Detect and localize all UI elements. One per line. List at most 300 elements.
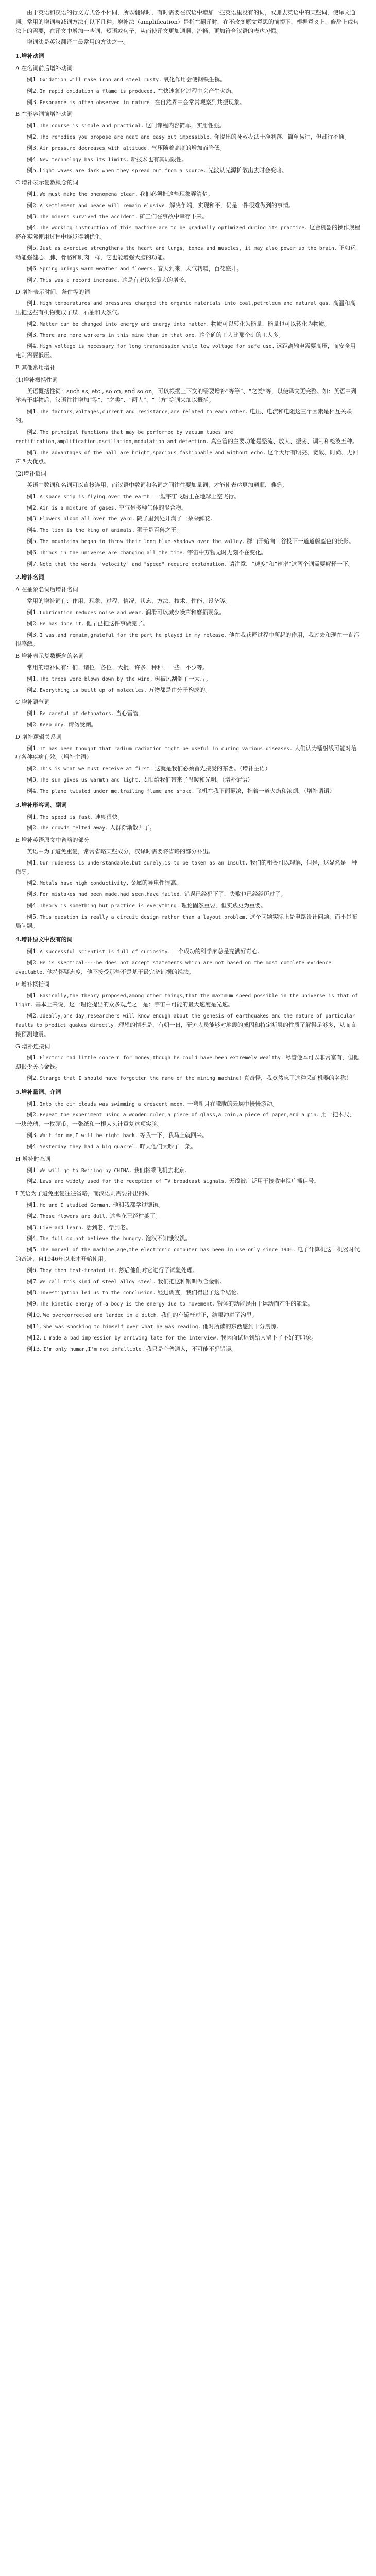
subsection-heading: E 增补英语原文中省略的部分 — [15, 837, 90, 844]
english-source: The kinetic energy of a body is the energy due to movement. — [40, 1301, 215, 1308]
example-sentence — [15, 75, 361, 84]
example-number: 例10. — [27, 1312, 42, 1319]
chinese-translation: 这是有史以来最大的增长。 — [122, 276, 190, 283]
chinese-translation: 一个成功的科学家总是充满好奇心。 — [172, 948, 263, 955]
english-source: This is what we must receive at first. — [40, 766, 153, 772]
english-source: Oxidation will make iron and steel rusty. — [40, 77, 162, 83]
example-number: 例4. — [27, 156, 38, 163]
chinese-translation: 我因面试迟到给人留下了不好的印象。 — [220, 1334, 317, 1341]
english-source: Light waves are dark when they spread out from a source. — [40, 168, 207, 174]
english-source: Ideally,one day,researchers will know enough about the genesis of earthquakes and the nature of particular faults to predict quakes directly. — [15, 1013, 355, 1028]
english-source: The lion is the king of animals. — [40, 528, 135, 534]
example-number: 例3. — [27, 1224, 38, 1231]
example-number: 例1. — [27, 1166, 38, 1174]
subsection-heading: A 在名词前后增补动词 — [15, 65, 73, 72]
english-source: Live and learn. — [40, 1225, 84, 1231]
english-source: Into the dim clouds was swimming a crescent moon. — [40, 1101, 186, 1107]
example-number: 例2. — [27, 201, 38, 209]
example-number: 例1. — [27, 1201, 38, 1208]
example-number: 例2. — [27, 504, 38, 511]
english-source: The plane twisted under me,trailing flame and smoke. — [40, 788, 195, 794]
example-number: 例8. — [27, 1289, 38, 1296]
english-source: Laws are widely used for the reception of TV broadcast signals. — [40, 1179, 227, 1185]
chinese-translation: 请注意，“速度”和“速率”这两个词需要解释一下。 — [229, 560, 354, 567]
example-number: 例2. — [27, 1111, 38, 1118]
english-source: I was,and remain,grateful for the part he played in my release. — [40, 632, 227, 638]
english-source: High voltage is necessary for long transmission while low voltage for safe use. — [40, 344, 275, 350]
example-number: 例4. — [27, 1235, 38, 1242]
english-source: Basically,the theory proposed,among other things,that the maximum speed possible in the universe is that of light. — [15, 993, 358, 1008]
chinese-translation: 用一把木尺、一块玻璃、一枚硬币、一张纸和一根大头针重复这项实验。 — [15, 1111, 355, 1128]
chinese-translation: 万物都是由分子构成的。 — [148, 686, 211, 693]
english-source: Electric had little concern for money,though he could have been extremely wealthy. — [40, 1055, 284, 1061]
example-number: 例4. — [27, 224, 38, 231]
chinese-translation: 人们认为镭射线可能对治疗各种疾病有效。（增补主语） — [15, 744, 357, 761]
example-number: 例1. — [27, 408, 38, 415]
example-sentence — [15, 1074, 361, 1083]
english-source: A space ship is flying over the earth. — [40, 494, 153, 500]
example-sentence — [15, 1131, 361, 1140]
example-number: 例3. — [27, 144, 38, 151]
english-source: We call this kind of steel alloy steel. — [40, 1279, 156, 1285]
example-sentence — [15, 319, 361, 329]
section — [15, 935, 361, 1082]
chinese-translation: 一艘宇宙飞船正在地球上空飞行。 — [155, 493, 240, 500]
example-number: 例2. — [27, 1178, 38, 1185]
example-number: 例2. — [27, 133, 38, 140]
chinese-translation: 树被风刮倒了一大片。 — [155, 675, 211, 682]
example-number: 例3. — [27, 449, 38, 456]
chinese-translation: 他早已把这件事做完了。 — [86, 620, 149, 627]
example-number: 例6. — [27, 265, 38, 272]
example-sentence — [15, 212, 361, 222]
example-sentence — [15, 1288, 361, 1297]
example-number: 例3. — [27, 631, 38, 638]
english-source: The course is simple and practical. — [40, 123, 144, 129]
english-source: Repeat the experiment using a wooden ruler,a piece of glass,a coin,a piece of paper,and a pin. — [40, 1112, 319, 1118]
example-sentence — [15, 166, 361, 175]
example-number: 例2. — [27, 765, 38, 772]
english-source: The speed is fast. — [40, 814, 93, 820]
example-sentence — [15, 674, 361, 684]
chinese-translation: 错误已经犯下了，失败也已经经历过了。 — [184, 891, 286, 898]
chinese-translation: 我们的粗鲁可以理解，但是，这显然是一种侮辱。 — [15, 859, 357, 875]
english-source: They then test-treated it. — [40, 1267, 117, 1274]
english-source: Lubrication reduces noise and wear. — [40, 609, 144, 616]
example-sentence — [15, 991, 361, 1010]
example-sentence — [15, 342, 361, 360]
example-number: 例5. — [27, 538, 38, 545]
example-sentence — [15, 201, 361, 210]
example-sentence — [15, 548, 361, 557]
section-heading: 5.增补量词、介词 — [15, 1088, 61, 1095]
chinese-translation: 解决争端，实现和平，仍是一件很难做到的事情。 — [169, 201, 294, 209]
example-sentence — [15, 787, 361, 796]
example-sentence — [15, 144, 361, 153]
example-sentence — [15, 775, 361, 785]
example-number: 例3. — [27, 515, 38, 522]
example-number: 例4. — [27, 787, 38, 794]
example-number: 例4. — [27, 1143, 38, 1150]
example-sentence — [15, 514, 361, 523]
example-sentence — [15, 1011, 361, 1039]
english-source: Everything is built up of molecules. — [40, 687, 147, 693]
english-source: The mountains began to throw their long blue shadows over the valley. — [40, 539, 245, 545]
example-number: 例2. — [27, 428, 38, 435]
english-source: This was a record increase. — [40, 277, 120, 283]
english-source: The principal functions that may be performed by vacuum tubes are rectification,amplification,oscillation,modulation and detection. — [15, 429, 233, 445]
example-number: 例3. — [27, 776, 38, 784]
example-sentence — [15, 537, 361, 546]
chinese-translation: 饱汉不知饿汉饥。 — [145, 1235, 191, 1242]
example-sentence — [15, 1177, 361, 1186]
example-sentence — [15, 1110, 361, 1129]
english-source: Be careful of detonators. — [40, 711, 114, 717]
example-number: 例5. — [27, 245, 38, 252]
example-sentence — [15, 1223, 361, 1232]
english-source: The crowds melted away. — [40, 825, 108, 832]
example-sentence — [15, 503, 361, 513]
chinese-translation: 这个大厅有明亮、宽敞、时尚、无回声四大优点。 — [15, 449, 358, 465]
example-number: 例1. — [27, 1100, 38, 1107]
example-number: 例4. — [27, 343, 38, 350]
english-source: We will go to Beijing by CHINA. — [40, 1167, 132, 1174]
example-number: 例5. — [27, 167, 38, 174]
example-sentence — [15, 686, 361, 695]
example-sentence — [15, 720, 361, 730]
example-sentence — [15, 448, 361, 467]
section — [15, 801, 361, 931]
example-sentence — [15, 764, 361, 773]
subsection-heading: B 在形容词前增补动词 — [15, 111, 73, 118]
example-number: 例12. — [27, 1334, 42, 1341]
chinese-translation: 这个问题实际上是电路设计问题，而不是布局问题。 — [15, 913, 357, 929]
subsection-heading: B 增补表示复数概念的名词 — [15, 653, 84, 660]
example-sentence — [15, 132, 361, 142]
chinese-translation: 氧化作用会使钢铁生锈。 — [163, 76, 226, 83]
example-number: 例2. — [27, 824, 38, 832]
example-sentence — [15, 1266, 361, 1275]
chinese-translation: 活到老，学到老。 — [86, 1224, 132, 1231]
example-number: 例3. — [27, 891, 38, 898]
example-sentence — [15, 560, 361, 569]
english-source: Theory is something but practice is everything. — [40, 903, 180, 909]
section — [15, 1088, 361, 1354]
example-number: 例2. — [27, 87, 38, 94]
subsection-heading: (2)增补量词 — [15, 470, 46, 478]
example-sentence — [15, 190, 361, 199]
chinese-translation: 润滑可以减少噪声和磨损现象。 — [145, 608, 225, 616]
intro-section — [15, 8, 361, 47]
chinese-translation: 群山开始向山谷投下一道道蔚蓝色的长影。 — [247, 538, 355, 545]
english-source: The advantages of the hall are bright,spacious,fashionable and without echo. — [40, 450, 266, 456]
example-number: 例1. — [27, 992, 38, 999]
example-number: 例3. — [27, 213, 38, 220]
chinese-translation: 我们的车矫枉过正，结果冲进了沟里。 — [161, 1312, 258, 1319]
chinese-translation: 我们把这种钢叫做合金钢。 — [157, 1278, 226, 1285]
sections-container — [15, 52, 361, 1353]
subsection-heading: D 增补逻辑关系词 — [15, 733, 62, 740]
chinese-translation: 这门课程内容简单，实用性强。 — [145, 122, 225, 129]
example-number: 例6. — [27, 549, 38, 556]
example-sentence — [15, 1234, 361, 1243]
example-sentence — [15, 1142, 361, 1151]
example-number: 例3. — [27, 331, 38, 338]
chinese-translation: 尽管他本可以非常富有，但他却很少关心金钱。 — [15, 1054, 360, 1071]
subsection-heading: G 增补连接词 — [15, 1043, 50, 1050]
english-source: It has been thought that radium radiation might be useful in curing various diseases. — [40, 745, 293, 752]
english-source: I'm only human,I'm not infallible. — [43, 1346, 145, 1352]
chinese-translation: 宇宙中万物无时无刻不在变化。 — [187, 549, 267, 556]
example-sentence — [15, 1099, 361, 1109]
subsection-heading: C 增补表示复数概念的词 — [15, 179, 78, 187]
chinese-translation: 电子计算机这一机器时代的奇迹，自1946年以来才开始使用。 — [15, 1246, 360, 1262]
english-source: The full do not believe the hungry. — [40, 1236, 144, 1242]
chinese-translation: 物体的动能是由于运动而产生的能量。 — [217, 1300, 314, 1308]
section-heading: 2.增补名词 — [15, 574, 44, 581]
english-source: Just as exercise strengthens the heart and lungs, bones and muscles, it may also power up the brain. — [40, 246, 337, 252]
example-number: 例2. — [27, 959, 38, 967]
section — [15, 573, 361, 795]
chinese-translation: 这就是我们必须首先接受的东西。（增补主语） — [155, 765, 271, 772]
example-number: 例2. — [27, 1012, 38, 1020]
english-source: He has done it. — [40, 621, 84, 627]
chinese-translation: 春天到来，天气转暖，百花盛开。 — [157, 265, 243, 272]
example-number: 例2. — [27, 1075, 38, 1081]
english-source: High temperatures and pressures changed the organic materials into coal,petroleum and natural gas. — [40, 301, 332, 307]
english-source: She was shocking to himself over what he was reading. — [43, 1324, 201, 1330]
chinese-translation: 当心雷管！ — [115, 710, 144, 717]
intro-paragraph: 由于英语和汉语的行文方式各不相同，所以翻译时，有时需要在汉语中增加一些英语里没有的词，或删去英语中的某些词，使译文通顺。常用的增词与减词方法有以下几种。增补法（amplification）是指在翻译时，在不改变原文意思的前提下，根据意义上、修辞上或句法上的需要，在译文中增加一些词、短语或句子，从而使译文更加通顺、流畅，更加符合汉语的表达习惯。 — [15, 9, 359, 35]
chinese-translation: 我只是个普通人，不可能不犯错误。 — [146, 1345, 237, 1352]
chinese-translation: 远距离输电需要高压，而安全用电则需要低压。 — [15, 343, 356, 359]
example-sentence — [15, 890, 361, 899]
example-number: 例1. — [27, 493, 38, 500]
chinese-translation: 他对所读的东西感到十分震惊。 — [202, 1323, 282, 1330]
english-source: He is skeptical----he does not accept statements which are not based on the most complete evidence available. — [15, 960, 332, 975]
english-source: This question is really a circuit design rather than a layout problem. — [40, 914, 248, 920]
body-paragraph: 常用的增补词有：们、诸位、各位、大批、许多、种种、一些、不少等。 — [27, 664, 208, 671]
example-number: 例6. — [27, 1266, 38, 1274]
body-paragraph: 常用的增补词有：作用、现象、过程、情况、状态、方法、技术、性能、设备等。 — [27, 598, 231, 605]
example-number: 例7. — [27, 1278, 38, 1285]
example-sentence — [15, 878, 361, 888]
example-number: 例1. — [27, 300, 38, 307]
example-sentence — [15, 1333, 361, 1343]
chinese-translation: 在快速氧化过程中会产生火焰。 — [157, 87, 237, 94]
chinese-translation: 速度很快。 — [95, 813, 124, 820]
example-sentence — [15, 121, 361, 130]
english-source: He and I studied German. — [40, 1202, 111, 1208]
example-number: 例2. — [27, 320, 38, 327]
chinese-translation: 高温和高压把这些有机物变成了煤、石油和天然气。 — [15, 300, 356, 316]
english-source: Keep dry. — [40, 722, 66, 728]
example-sentence — [15, 608, 361, 617]
chinese-translation: 这台机器的操作规程将在实际使用过程中逐步得到优化。 — [15, 224, 361, 241]
example-sentence — [15, 1277, 361, 1286]
subsection-heading: H 增补时态词 — [15, 1155, 51, 1162]
example-number: 例5. — [27, 1246, 38, 1253]
section-heading: 1.增补动词 — [15, 53, 44, 60]
english-source: We overcorrected and landed in a ditch. — [43, 1313, 160, 1319]
example-sentence — [15, 1212, 361, 1221]
subsection-heading: E 其他常用增补 — [15, 364, 56, 371]
chinese-translation: 这个矿的工人比那个矿的工人多。 — [199, 331, 284, 338]
example-sentence — [15, 276, 361, 285]
example-sentence — [15, 155, 361, 164]
section-heading: 4.增补原文中没有的词 — [15, 936, 73, 943]
example-number: 例7. — [27, 560, 38, 567]
example-number: 例9. — [27, 1300, 38, 1308]
english-source: Investigation led us to the conclusion. — [40, 1290, 156, 1296]
chinese-translation: 物质可以转化为能量，能量也可以转化为物质。 — [211, 320, 330, 327]
english-source: Yesterday they had a big quarrel. — [40, 1144, 138, 1150]
chinese-translation: 我们将乘飞机去北京。 — [133, 1166, 191, 1174]
chinese-translation: 在自然界中会常常观察到共振现象。 — [155, 98, 245, 106]
english-source: We must make the phenomena clear. — [40, 192, 138, 197]
body-paragraph: 英语概括性词：such as, etc., so on, and so on，可以根据上下文的需要增补“等等”、“之类”等，以使译文更完整。如：英语中列举若干事物后，汉语往往增加“等”、“之类”、“两人”、“三方”等词来加以概括。 — [15, 387, 356, 404]
chinese-translation: 矿工们在事故中幸存下来。 — [140, 213, 208, 220]
example-number: 例1. — [27, 1054, 38, 1061]
chinese-translation: 理想的情况是，有朝一日，研究人员能够对地震的成因和特定断层的性质了解得足够多，从而直接预测地震。 — [15, 1021, 356, 1038]
example-number: 例5. — [27, 913, 38, 920]
example-number: 例1. — [27, 608, 38, 616]
chinese-translation: 新技术也有其局限性。 — [130, 156, 187, 163]
chinese-translation: 这些花已经枯萎了。 — [110, 1212, 161, 1219]
english-source: Air is a mixture of gases. — [40, 505, 117, 511]
example-sentence — [15, 492, 361, 501]
chinese-translation: 你提出的补救办法干净利落，简单易行，但却行不通。 — [214, 133, 350, 140]
example-sentence — [15, 299, 361, 317]
body-paragraph: 英语中数词和名词可以直接连用，而汉语中数词和名词之间往往要加量词，才能使表达更加通顺、准确。 — [27, 481, 287, 488]
example-number: 例1. — [27, 744, 38, 752]
example-number: 例11. — [27, 1323, 42, 1330]
english-source: Our rudeness is understandable,but surely,is to be taken as an insult. — [40, 860, 248, 866]
example-sentence — [15, 1166, 361, 1175]
example-sentence — [15, 858, 361, 877]
example-sentence — [15, 823, 361, 833]
example-number: 例1. — [27, 122, 38, 129]
english-source: The factors,voltages,current and resistance,are related to each other. — [40, 409, 248, 415]
example-number: 例1. — [27, 710, 38, 717]
english-source: Matter can be changed into energy and energy into matter. — [40, 321, 210, 327]
example-sentence — [15, 1311, 361, 1320]
chinese-translation: 气压随着高度的增加而降低。 — [151, 144, 226, 151]
subsection-heading: A 在抽象名词后增补名词 — [15, 586, 78, 594]
subsection-heading: D 增补表示时间、条件等的词 — [15, 289, 90, 296]
english-source: Flowers bloom all over the yard. — [40, 516, 135, 522]
chinese-translation: 请勿受潮。 — [68, 721, 97, 728]
example-sentence — [15, 709, 361, 718]
intro-paragraph: 增词法是英汉翻译中最常用的方法之一。 — [27, 39, 129, 46]
example-number: 例1. — [27, 191, 38, 197]
english-source: New technology has its limits. — [40, 157, 129, 163]
english-source: These flowers are dull. — [40, 1213, 108, 1219]
section-heading: 3.增补形容词、副词 — [15, 801, 67, 808]
example-sentence — [15, 87, 361, 96]
body-paragraph: 英语中为了避免重复，常常省略某些成分，汉译时需要将省略的部分补出。 — [27, 848, 214, 855]
chinese-translation: 院子里到处开满了一朵朵鲜花。 — [136, 515, 216, 522]
english-source: The sun gives us warmth and light. — [40, 777, 141, 784]
english-source: Strange that I should have forgotten the name of the mining machine! — [40, 1076, 242, 1081]
english-source: For mistakes had been made,had seen,have failed. — [40, 892, 183, 898]
english-source: Things in the universe are changing all the time. — [40, 550, 186, 556]
example-number: 例2. — [27, 721, 38, 728]
example-sentence — [15, 1322, 361, 1331]
example-sentence — [15, 1245, 361, 1264]
chinese-translation: 他持怀疑态度，他不接受那些不是基于最完备证据的说法。 — [47, 968, 195, 975]
chinese-translation: 狮子是百兽之王。 — [136, 527, 182, 534]
chinese-translation: 太阳给我们带来了温暖和光明。（增补谓语） — [142, 776, 253, 784]
example-sentence — [15, 1200, 361, 1210]
english-source: In rapid oxidation a flame is produced. — [40, 88, 156, 94]
example-number: 例1. — [27, 76, 38, 83]
chinese-translation: 正如运动能强健心、肺、骨骼和肌肉一样，它也能增强大脑的功能。 — [15, 245, 356, 261]
section — [15, 52, 361, 568]
example-number: 例13. — [27, 1345, 42, 1352]
chinese-translation: 空气是多种气体的混合物。 — [118, 504, 187, 511]
chinese-translation: 理论固然重要，但实践更为重要。 — [181, 902, 266, 909]
english-source: The miners survived the accident. — [40, 214, 138, 220]
chinese-translation: 光波从光源扩散出去时会变暗。 — [208, 167, 287, 174]
example-sentence — [15, 812, 361, 822]
english-source: A successful scientist is full of curiosity. — [40, 949, 171, 955]
example-sentence — [15, 901, 361, 910]
chinese-translation: 他在我获释过程中所起的作用，我过去和现在一直都很感激。 — [15, 631, 360, 648]
chinese-translation: 真空管的主要功能是整流、放大、振荡、调制和检波五种。 — [210, 437, 358, 445]
example-number: 例2. — [27, 620, 38, 627]
english-source: Air pressure decreases with altitude. — [40, 145, 150, 151]
english-source: A settlement and peace will remain elusive. — [40, 202, 168, 209]
example-sentence — [15, 912, 361, 931]
example-number: 例3. — [27, 1132, 38, 1139]
chinese-translation: 人群渐渐散开了。 — [110, 824, 156, 832]
chinese-translation: 等我一下，我马上就回来。 — [140, 1132, 208, 1139]
chinese-translation: 电压、电流和电阻这三个因素是相互关联的。 — [15, 408, 352, 425]
example-sentence — [15, 744, 361, 762]
example-number: 例1. — [27, 859, 38, 866]
english-source: Wait for me,I will be right back. — [40, 1133, 138, 1139]
example-sentence — [15, 526, 361, 535]
chinese-translation: 基本上来说，这一理论提出的众多观点之一是：宇宙中可能的最大速度是光速。 — [35, 1001, 234, 1008]
chinese-translation: 然后他们对它进行了试验处理。 — [118, 1266, 198, 1274]
chinese-translation: 我们必须把这些现象弄清楚。 — [140, 191, 214, 197]
chinese-translation: 他和我都学过德语。 — [113, 1201, 164, 1208]
english-source: Resonance is often observed in nature. — [40, 99, 153, 106]
example-sentence — [15, 428, 361, 446]
chinese-translation: 一弯新月在朦胧的云层中慢慢游动。 — [187, 1100, 278, 1107]
example-number: 例1. — [27, 675, 38, 682]
english-source: The working instruction of this machine are to be gradually optimized during its practice. — [40, 225, 307, 231]
subsection-heading: F 增补概括词 — [15, 980, 50, 988]
example-number: 例3. — [27, 98, 38, 106]
example-sentence — [15, 244, 361, 262]
example-sentence — [15, 947, 361, 956]
english-source: Metals have high conductivity. — [40, 880, 129, 887]
example-sentence — [15, 1053, 361, 1072]
english-source: There are more workers in this mine than in that one. — [40, 332, 198, 338]
example-sentence — [15, 631, 361, 649]
example-sentence — [15, 958, 361, 977]
chinese-translation: 经过调查，我们得出了这个结论。 — [157, 1289, 243, 1296]
english-source: The trees were blown down by the wind. — [40, 676, 153, 682]
example-sentence — [15, 619, 361, 629]
english-source: The remedies you propose are neat and easy but impossible. — [40, 134, 213, 140]
example-sentence — [15, 407, 361, 426]
english-source: Note that the words "velocity" and "speed" require explanation. — [40, 561, 227, 567]
chinese-translation: 昨天他们大吵了一架。 — [140, 1143, 197, 1150]
english-source: Spring brings warm weather and flowers. — [40, 266, 156, 272]
